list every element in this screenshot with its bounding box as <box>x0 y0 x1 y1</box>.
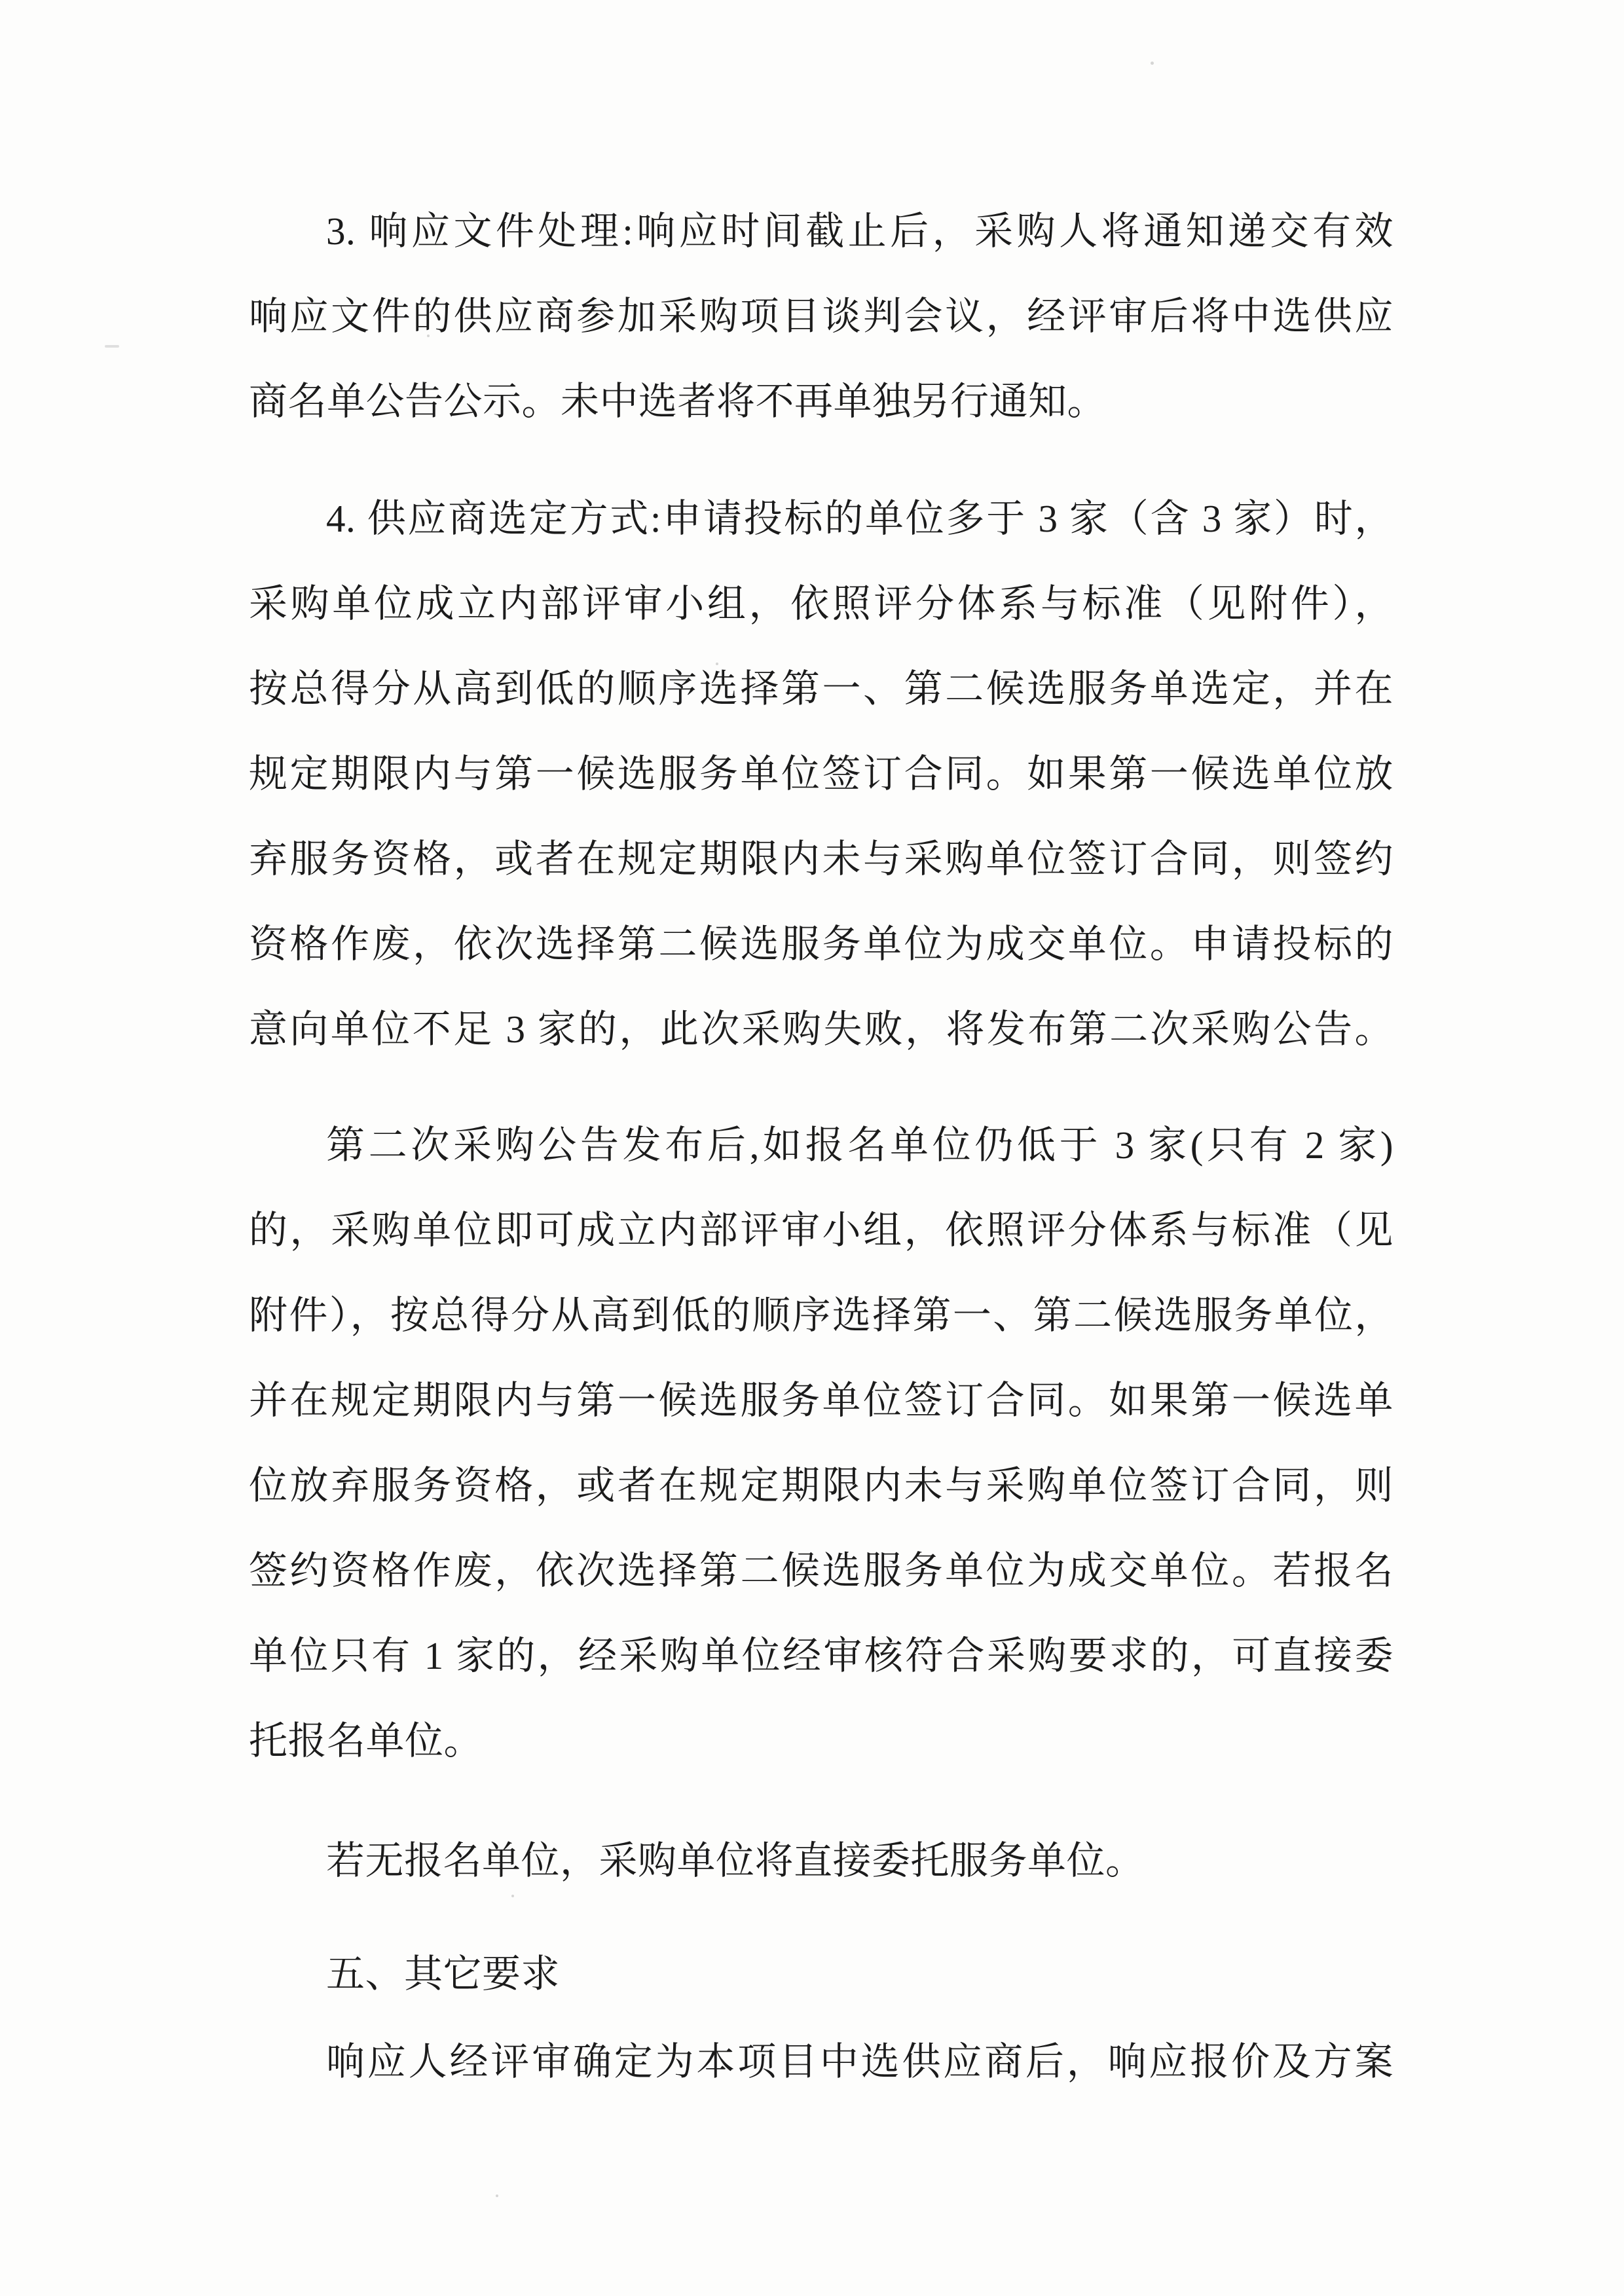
text-line: 商名单公告公示。未中选者将不再单独另行通知。 <box>249 380 1107 423</box>
text-line: 弃服务资格，或者在规定期限内未与采购单位签订合同，则签约 <box>249 837 1393 881</box>
text-line: 4. 供应商选定方式:申请投标的单位多于 3 家（含 3 家）时， <box>326 497 1393 540</box>
scan-smudge <box>105 345 119 348</box>
scan-speck <box>716 663 718 665</box>
text-line: 并在规定期限内与第一候选服务单位签订合同。如果第一候选单 <box>249 1379 1393 1422</box>
heading-line: 五、其它要求 <box>326 1952 561 1995</box>
text-line: 位放弃服务资格，或者在规定期限内未与采购单位签订合同，则 <box>249 1464 1393 1507</box>
text-line: 若无报名单位，采购单位将直接委托服务单位。 <box>326 1839 1145 1882</box>
text-line: 资格作废，依次选择第二候选服务单位为成交单位。申请投标的 <box>249 922 1393 966</box>
scan-speck <box>511 1895 514 1897</box>
text-line: 按总得分从高到低的顺序选择第一、第二候选服务单选定，并在 <box>249 667 1393 710</box>
text-line: 托报名单位。 <box>249 1719 483 1762</box>
text-line: 意向单位不足 3 家的，此次采购失败，将发布第二次采购公告。 <box>249 1008 1393 1051</box>
paragraph-second-announcement <box>249 1102 1393 1783</box>
scan-speck <box>427 335 430 337</box>
text-line: 签约资格作废，依次选择第二候选服务单位为成交单位。若报名 <box>249 1549 1393 1592</box>
scan-speck <box>1151 62 1154 65</box>
text-line: 第二次采购公告发布后,如报名单位仍低于 3 家(只有 2 家) <box>326 1123 1393 1167</box>
text-line: 规定期限内与第一候选服务单位签订合同。如果第一候选单位放 <box>249 752 1393 795</box>
paragraph-item-4 <box>249 476 1393 1072</box>
text-line: 响应文件的供应商参加采购项目谈判会议，经评审后将中选供应 <box>249 295 1393 338</box>
paragraph-no-registration <box>249 1818 1393 1903</box>
paragraph-item-3 <box>249 189 1393 444</box>
text-line: 3. 响应文件处理:响应时间截止后，采购人将通知递交有效 <box>326 210 1393 253</box>
text-line: 单位只有 1 家的，经采购单位经审核符合采购要求的，可直接委 <box>249 1634 1393 1677</box>
document-text-block <box>249 189 1393 2104</box>
section-heading-other-requirements <box>249 1931 1393 2016</box>
text-line: 的，采购单位即可成立内部评审小组，依照评分体系与标准（见 <box>249 1209 1393 1252</box>
text-line: 采购单位成立内部评审小组，依照评分体系与标准（见附件）， <box>249 582 1393 625</box>
paragraph-respondent <box>249 2019 1393 2104</box>
scan-speck <box>496 2195 498 2197</box>
text-line: 附件），按总得分从高到低的顺序选择第一、第二候选服务单位， <box>249 1294 1393 1337</box>
text-line: 响应人经评审确定为本项目中选供应商后，响应报价及方案 <box>326 2040 1393 2083</box>
